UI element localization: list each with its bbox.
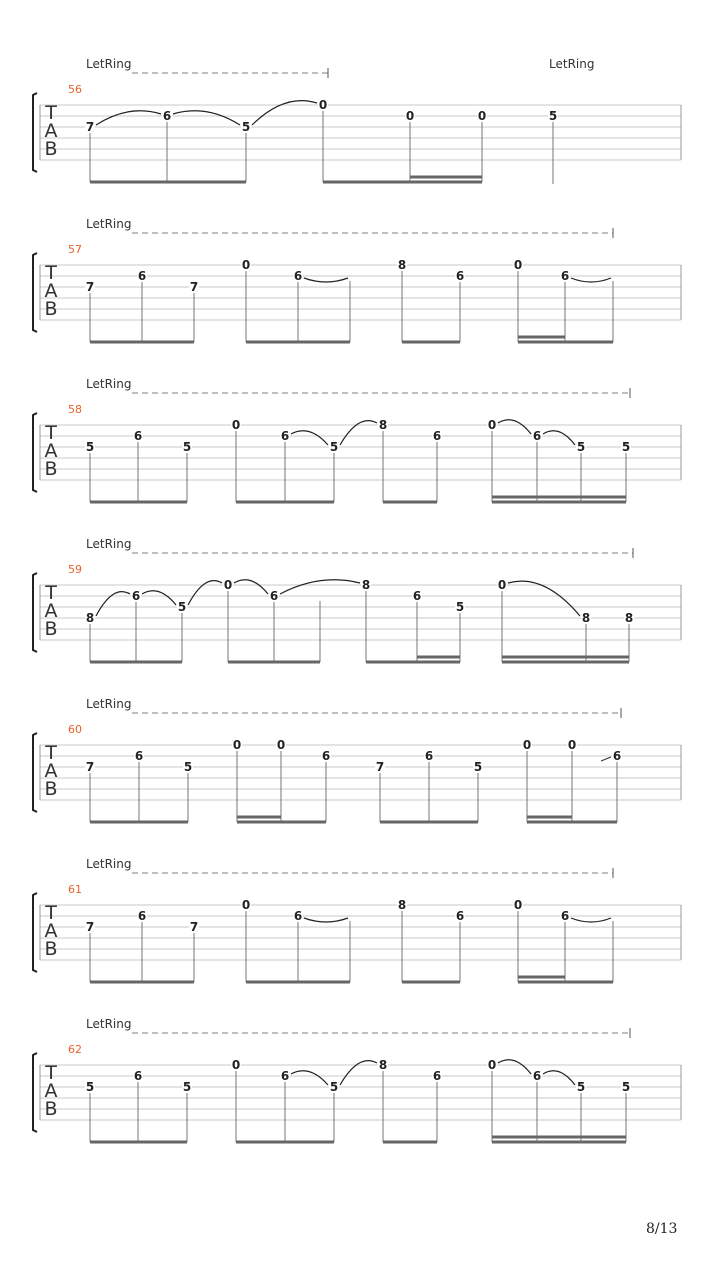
fret-number: 6 [612,749,622,763]
tie-arc [340,421,377,445]
fret-number: 7 [189,280,199,294]
fret-number: 6 [280,429,290,443]
fret-number: 7 [189,920,199,934]
fret-number: 5 [329,1080,339,1094]
fret-number: 5 [473,760,483,774]
let-ring-label: LetRing [86,57,132,71]
beam [417,656,460,659]
tie-arc [571,278,611,282]
fret-number: 5 [177,600,187,614]
fret-number: 0 [318,98,328,112]
fret-number: 5 [85,440,95,454]
beam [527,816,572,819]
let-ring-label: LetRing [86,697,132,711]
beam [380,821,478,824]
fret-number: 0 [487,1058,497,1072]
fret-number: 6 [162,109,172,123]
tie-arc [291,1071,328,1085]
beam [90,181,246,184]
tab-system [33,57,681,184]
fret-number: 0 [276,738,286,752]
fret-number: 0 [231,1058,241,1072]
fret-number: 6 [133,1069,143,1083]
beam [323,181,482,184]
fret-number: 8 [624,611,634,625]
let-ring-label: LetRing [549,57,595,71]
beam [410,176,482,179]
fret-number: 8 [378,1058,388,1072]
fret-number: 5 [455,600,465,614]
beam [90,1141,187,1144]
fret-number: 0 [241,898,251,912]
tab-clef-letter: A [44,440,58,462]
fret-number: 7 [85,120,95,134]
tie-arc [498,1060,531,1074]
beam [492,1141,626,1144]
fret-number: 8 [397,258,407,272]
fret-number: 6 [293,909,303,923]
fret-number: 0 [231,418,241,432]
tab-system [33,697,681,824]
fret-number: 6 [412,589,422,603]
fret-number: 0 [223,578,233,592]
beam [518,981,613,984]
beam [246,981,350,984]
tab-clef-letter: A [44,120,58,142]
tie-arc [498,420,531,434]
system-bracket [33,253,37,332]
fret-number: 0 [232,738,242,752]
fret-number: 6 [269,589,279,603]
tab-clef-letter: A [44,600,58,622]
fret-number: 6 [424,749,434,763]
fret-number: 5 [182,1080,192,1094]
fret-number: 6 [432,429,442,443]
slide-mark [601,757,611,761]
tie-arc [280,580,360,594]
fret-number: 0 [405,109,415,123]
fret-number: 6 [293,269,303,283]
tab-system [33,537,681,664]
tab-clef-letter: T [45,102,57,124]
measure-number: 61 [68,883,82,896]
tie-arc [571,918,611,922]
tab-clef-letter: B [44,458,58,480]
tab-system [33,377,681,504]
beam [383,1141,437,1144]
beam [518,336,565,339]
fret-number: 0 [487,418,497,432]
tab-clef-letter: B [44,938,58,960]
tab-clef-letter: B [44,618,58,640]
tie-arc [142,591,176,605]
fret-number: 0 [522,738,532,752]
beam [236,501,334,504]
fret-number: 6 [532,429,542,443]
fret-number: 5 [576,1080,586,1094]
system-bracket [33,733,37,812]
let-ring-label: LetRing [86,857,132,871]
beam [518,976,565,979]
beam [366,661,460,664]
beam [228,661,320,664]
tie-arc [543,431,575,445]
beam [492,1136,626,1139]
tab-system [33,217,681,344]
beam [518,341,613,344]
fret-number: 0 [513,258,523,272]
fret-number: 5 [182,440,192,454]
fret-number: 7 [375,760,385,774]
fret-number: 8 [378,418,388,432]
beam [237,821,326,824]
fret-number: 5 [621,1080,631,1094]
fret-number: 5 [183,760,193,774]
beam [90,821,188,824]
beam [90,661,182,664]
tie-arc [304,278,348,282]
fret-number: 0 [241,258,251,272]
fret-number: 0 [477,109,487,123]
fret-number: 6 [131,589,141,603]
beam [502,661,629,664]
tab-clef-letter: A [44,760,58,782]
fret-number: 0 [497,578,507,592]
measure-number: 57 [68,243,82,256]
tab-clef-letter: T [45,902,57,924]
measure-number: 58 [68,403,82,416]
tab-clef-letter: B [44,778,58,800]
fret-number: 6 [560,269,570,283]
tie-arc [188,581,222,605]
fret-number: 6 [455,269,465,283]
fret-number: 5 [621,440,631,454]
tab-clef-letter: A [44,920,58,942]
tab-clef-letter: B [44,138,58,160]
page-number: 8/13 [646,1221,678,1237]
beam [402,981,460,984]
beam [237,816,281,819]
system-bracket [33,413,37,492]
beam [492,496,626,499]
tie-arc [508,581,580,616]
tab-clef-letter: T [45,422,57,444]
fret-number: 5 [329,440,339,454]
fret-number: 7 [85,920,95,934]
beam [236,1141,334,1144]
let-ring-label: LetRing [86,537,132,551]
tab-system [33,857,681,984]
tie-arc [96,592,130,616]
let-ring-label: LetRing [86,1017,132,1031]
fret-number: 8 [85,611,95,625]
fret-number: 6 [321,749,331,763]
fret-number: 0 [513,898,523,912]
fret-number: 6 [280,1069,290,1083]
measure-number: 60 [68,723,82,736]
fret-number: 6 [432,1069,442,1083]
tab-clef-letter: T [45,582,57,604]
tab-clef-letter: T [45,742,57,764]
tie-arc [234,580,268,594]
tie-arc [173,111,240,125]
fret-number: 7 [85,760,95,774]
fret-number: 8 [361,578,371,592]
fret-number: 6 [133,429,143,443]
tie-arc [543,1071,575,1085]
fret-number: 7 [85,280,95,294]
fret-number: 8 [397,898,407,912]
beam [90,981,194,984]
system-bracket [33,573,37,652]
beam [527,821,617,824]
tab-clef-letter: B [44,298,58,320]
tie-arc [291,431,328,445]
fret-number: 5 [576,440,586,454]
system-bracket [33,893,37,972]
let-ring-label: LetRing [86,377,132,391]
tab-clef-letter: T [45,262,57,284]
tie-arc [340,1061,377,1085]
fret-number: 0 [567,738,577,752]
beam [502,656,629,659]
fret-number: 5 [241,120,251,134]
system-bracket [33,1053,37,1132]
tie-arc [252,101,317,125]
fret-number: 5 [85,1080,95,1094]
beam [492,501,626,504]
tab-clef-letter: A [44,280,58,302]
measure-number: 62 [68,1043,82,1056]
beam [402,341,460,344]
fret-number: 6 [137,909,147,923]
fret-number: 5 [548,109,558,123]
fret-number: 8 [581,611,591,625]
beam [90,341,194,344]
tab-clef-letter: A [44,1080,58,1102]
fret-number: 6 [455,909,465,923]
measure-number: 56 [68,83,82,96]
beam [90,501,187,504]
let-ring-label: LetRing [86,217,132,231]
fret-number: 6 [532,1069,542,1083]
system-bracket [33,93,37,172]
tab-clef-letter: T [45,1062,57,1084]
fret-number: 6 [560,909,570,923]
measure-number: 59 [68,563,82,576]
fret-number: 6 [137,269,147,283]
tie-arc [96,111,161,125]
beam [246,341,298,344]
beam [383,501,437,504]
tab-system [33,1017,681,1144]
tab-clef-letter: B [44,1098,58,1120]
tie-arc [304,918,348,922]
fret-number: 6 [134,749,144,763]
